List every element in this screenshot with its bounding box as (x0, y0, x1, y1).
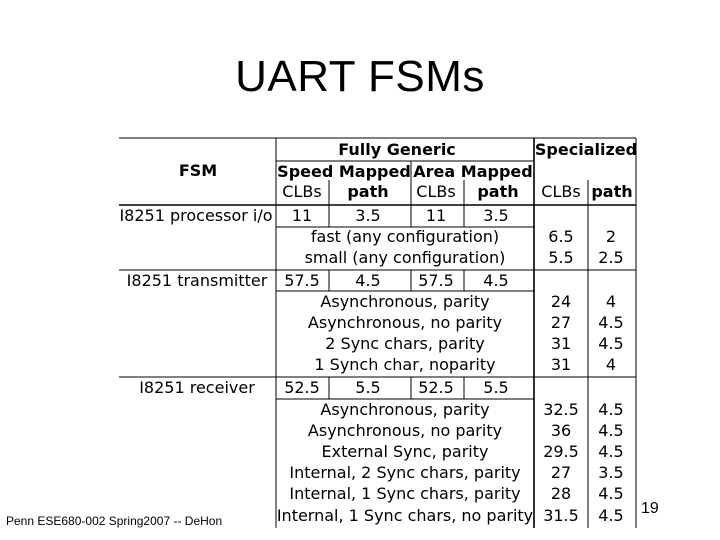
config-label: Asynchronous, no parity (307, 313, 503, 332)
header-path-specialized: path (591, 182, 633, 201)
config-path: 3.5 (598, 463, 624, 482)
slide-title: UART FSMs (235, 52, 485, 101)
generic-area-path: 3.5 (483, 206, 509, 225)
header-area-mapped: Area Mapped (413, 162, 533, 181)
config-clbs: 32.5 (543, 400, 579, 419)
config-label: Asynchronous, parity (320, 292, 490, 311)
fsm-name: I8251 processor i/o (119, 206, 273, 225)
generic-area-path: 4.5 (483, 271, 509, 290)
fsm-name: I8251 transmitter (126, 271, 268, 290)
generic-speed-path: 5.5 (355, 378, 381, 397)
config-label: 2 Sync chars, parity (325, 334, 485, 353)
config-label: Internal, 1 Sync chars, no parity (276, 506, 534, 525)
slide-footer: Penn ESE680-002 Spring2007 -- DeHon (6, 514, 223, 528)
header-clbs-speed: CLBs (282, 182, 322, 201)
config-clbs: 31 (550, 355, 572, 374)
config-clbs: 27 (550, 463, 572, 482)
config-label: small (any configuration) (304, 248, 506, 267)
config-path: 2 (605, 227, 617, 246)
header-clbs-area: CLBs (416, 182, 456, 201)
config-label: Internal, 1 Sync chars, parity (289, 484, 521, 503)
header-path-area: path (477, 182, 519, 201)
header-specialized: Specialized (534, 140, 638, 159)
generic-speed-path: 3.5 (355, 206, 381, 225)
config-label: Asynchronous, no parity (307, 421, 503, 440)
generic-area-path: 5.5 (483, 378, 509, 397)
config-clbs: 28 (550, 484, 572, 503)
config-path: 4.5 (598, 484, 624, 503)
config-clbs: 5.5 (548, 248, 574, 267)
config-path: 4.5 (598, 421, 624, 440)
config-clbs: 6.5 (548, 227, 574, 246)
header-path-speed: path (347, 182, 389, 201)
header-clbs-specialized: CLBs (541, 182, 581, 201)
config-label: Internal, 2 Sync chars, parity (289, 463, 521, 482)
config-path: 4.5 (598, 506, 624, 525)
config-path: 4 (605, 355, 617, 374)
config-label: fast (any configuration) (310, 227, 500, 246)
config-clbs: 36 (550, 421, 572, 440)
config-path: 4.5 (598, 313, 624, 332)
generic-speed-clbs: 57.5 (284, 271, 320, 290)
config-clbs: 31.5 (543, 506, 579, 525)
config-label: 1 Synch char, noparity (314, 355, 496, 374)
config-clbs: 27 (550, 313, 572, 332)
fsm-name: I8251 receiver (139, 378, 255, 397)
config-label: External Sync, parity (321, 442, 489, 461)
header-fully-generic: Fully Generic (338, 140, 456, 159)
config-path: 4.5 (598, 400, 624, 419)
generic-area-clbs: 52.5 (418, 378, 454, 397)
page-number: 19 (641, 500, 659, 517)
config-clbs: 31 (550, 334, 572, 353)
config-path: 2.5 (598, 248, 624, 267)
config-path: 4 (605, 292, 617, 311)
generic-area-clbs: 57.5 (418, 271, 454, 290)
config-clbs: 29.5 (543, 442, 579, 461)
config-clbs: 24 (550, 292, 572, 311)
header-speed-mapped: Speed Mapped (277, 162, 411, 181)
generic-speed-path: 4.5 (355, 271, 381, 290)
config-path: 4.5 (598, 442, 624, 461)
generic-speed-clbs: 11 (291, 206, 313, 225)
config-path: 4.5 (598, 334, 624, 353)
config-label: Asynchronous, parity (320, 400, 490, 419)
header-fsm: FSM (178, 161, 218, 180)
generic-speed-clbs: 52.5 (284, 378, 320, 397)
generic-area-clbs: 11 (425, 206, 447, 225)
